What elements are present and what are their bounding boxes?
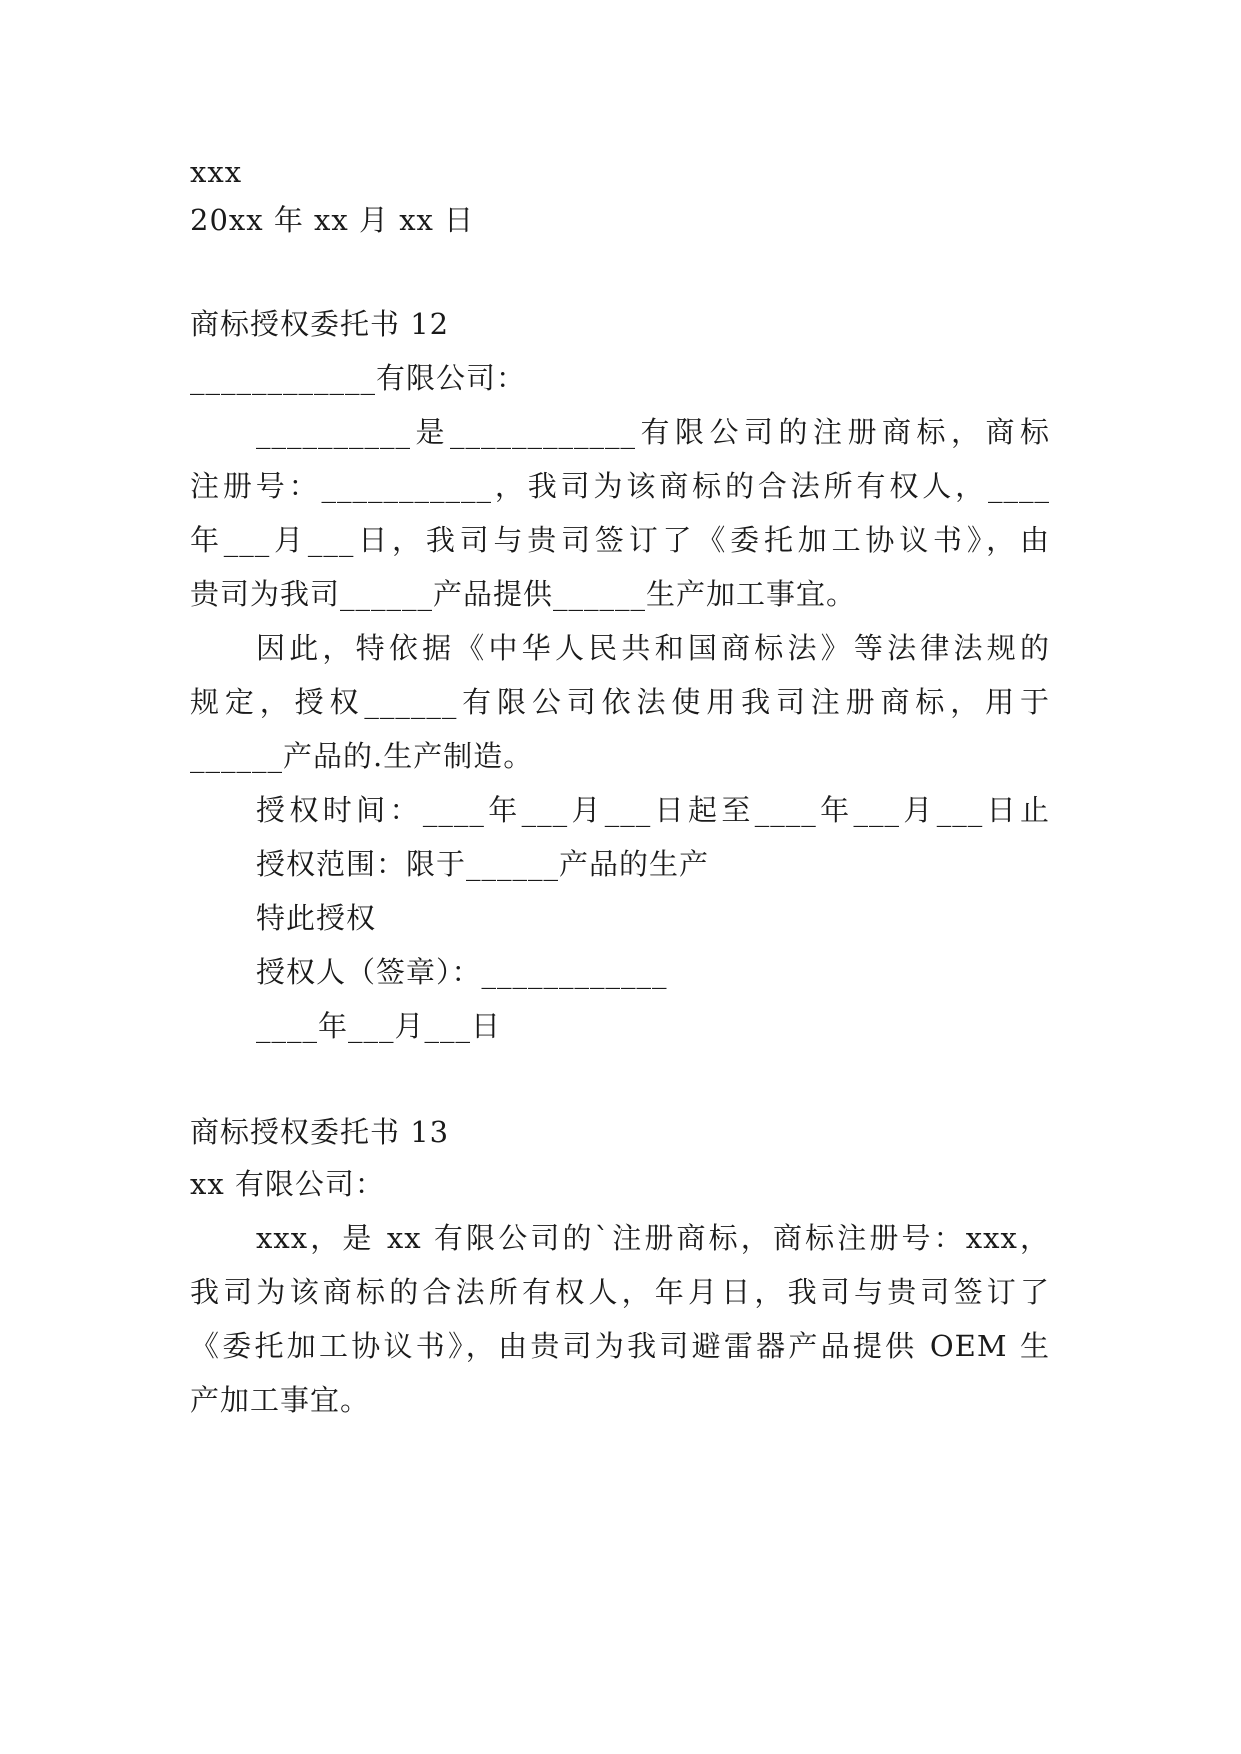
letter-date: 20xx 年 xx 月 xx 日 <box>190 203 475 237</box>
section-12-recipient: ____________有限公司： <box>190 361 527 395</box>
section-12-auth-scope: 授权范围：限于______产品的生产 <box>256 847 710 881</box>
section-12-para1-line2: 注册号：___________，我司为该商标的合法所有权人，____ <box>190 469 1050 503</box>
section-12-para2-line3: ______产品的.生产制造。 <box>190 739 534 773</box>
section-12-sign-date: ____年___月___日 <box>256 1009 502 1043</box>
section-12-para1-line4: 贵司为我司______产品提供______生产加工事宜。 <box>190 577 857 611</box>
section-13-recipient: xx 有限公司： <box>190 1167 385 1201</box>
section-12-auth-time: 授权时间：____年___月___日起至____年___月___日止 <box>256 793 1050 827</box>
section-13-para1-line4: 产加工事宜。 <box>190 1383 371 1417</box>
section-12-title: 商标授权委托书 12 <box>190 307 450 341</box>
section-12-closing: 特此授权 <box>256 901 377 935</box>
section-13-title: 商标授权委托书 13 <box>190 1115 450 1149</box>
section-12-signer: 授权人（签章）：____________ <box>256 955 668 989</box>
section-13-para1-line2: 我司为该商标的合法所有权人，年月日，我司与贵司签订了 <box>190 1275 1050 1309</box>
section-12-para1-line3: 年___月___日，我司与贵司签订了《委托加工协议书》，由 <box>190 523 1050 557</box>
section-13-para1-line1: xxx，是 xx 有限公司的`注册商标，商标注册号：xxx， <box>256 1221 1050 1255</box>
section-13-para1-line3: 《委托加工协议书》，由贵司为我司避雷器产品提供 OEM 生 <box>190 1329 1050 1363</box>
sender-name: xxx <box>190 155 243 189</box>
section-12-para2-line1: 因此，特依据《中华人民共和国商标法》等法律法规的 <box>256 631 1050 665</box>
section-12-para1-line1: __________是____________有限公司的注册商标，商标 <box>256 415 1050 449</box>
section-12-para2-line2: 规定，授权______有限公司依法使用我司注册商标，用于 <box>190 685 1050 719</box>
